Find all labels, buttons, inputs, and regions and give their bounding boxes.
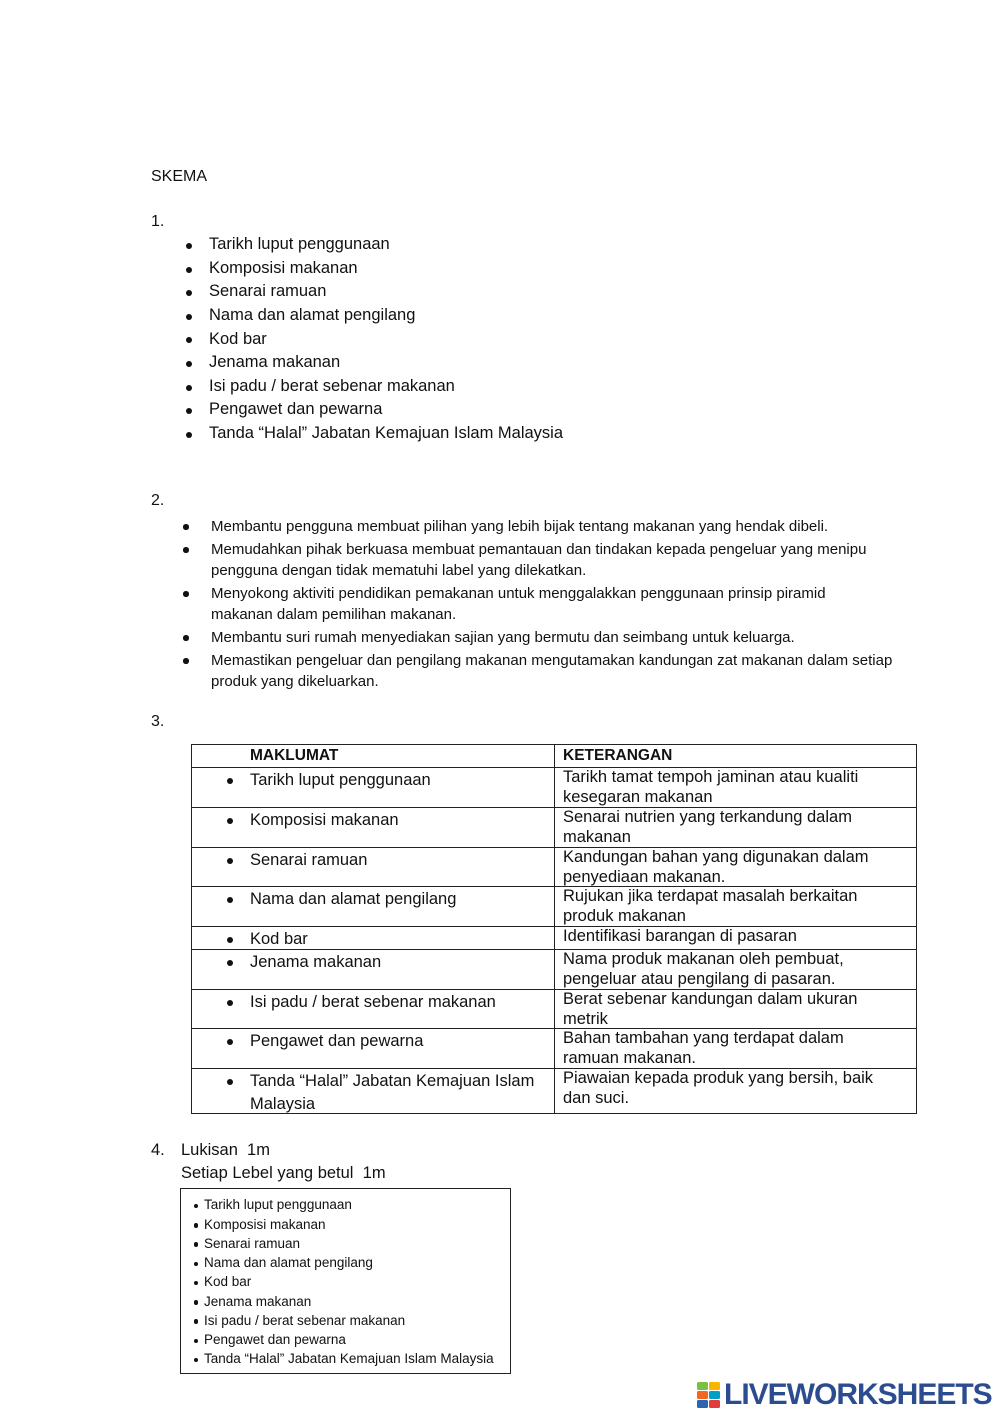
bullet-icon [227,1039,233,1045]
table-row [192,926,916,949]
text-line: Memastikan pengeluar dan pengilang makanan mengutamakan kandungan zat makanan dalam setiap [211,651,893,669]
list-item [194,1195,494,1214]
question-4-number: 4. [151,1141,165,1159]
text-line: Jenama makanan [250,952,382,971]
text-line: dan suci. [563,1088,630,1107]
list-item [194,1272,494,1291]
list-item [186,375,563,399]
list-item [194,1311,494,1330]
text-line: Rujukan jika terdapat masalah berkaitan [563,887,858,905]
bullet-cell [227,809,250,832]
list-item [186,422,563,446]
bullet-cell [227,1070,250,1093]
description-cell [555,848,916,886]
text-line: metrik [563,1009,608,1028]
text-line: Memudahkan pihak berkuasa membuat pemantauan dan tindakan kepada pengeluar yang menipu [211,540,867,558]
bullet-icon [186,290,192,296]
info-cell [192,950,555,989]
info-text [250,951,381,990]
text-line: kesegaran makanan [563,787,713,806]
list-item [194,1349,494,1368]
bullet-icon [227,937,233,943]
text-line: Senarai ramuan [250,850,368,869]
question-2-number: 2. [151,492,165,509]
question-1-list [186,233,563,445]
text-line: Bahan tambahan yang terdapat dalam [563,1029,844,1047]
bullet-icon [194,1281,199,1286]
bullet-cell [183,583,211,604]
table-header-keterangan: KETERANGAN [563,747,673,764]
bullet-icon [183,635,189,641]
info-text [250,809,399,848]
description-cell [555,887,916,926]
info-cell [192,1069,555,1113]
question-2-list [183,516,892,694]
list-item-text [211,650,892,692]
table-row [192,1068,916,1113]
liveworksheets-logo-icon [697,1382,721,1408]
bullet-icon [186,361,192,367]
bullet-icon [227,858,233,864]
bullet-icon [186,432,192,438]
text-line: Isi padu / berat sebenar makanan [250,992,496,1011]
table-row [192,847,916,886]
bullet-icon [194,1242,199,1247]
info-cell [192,990,555,1028]
text-line: Menyokong aktiviti pendidikan pemakanan untuk menggalakkan penggunaan prinsip piramid [211,584,826,602]
bullet-icon [194,1223,199,1228]
info-text [250,928,308,950]
list-item-text: Komposisi makanan [209,258,358,277]
list-item-text: Pengawet dan pewarna [209,400,383,419]
text-line: Pengawet dan pewarna [250,1031,424,1050]
table-row [192,886,916,926]
list-item [183,627,892,648]
text-line: penyediaan makanan. [563,867,726,886]
text-line: Tanda “Halal” Jabatan Kemajuan Islam [250,1071,535,1090]
text-line: Malaysia [250,1094,316,1113]
text-line: makanan [563,827,631,846]
info-text [250,888,456,927]
bullet-cell [227,849,250,872]
info-text [250,769,431,808]
list-item-text: Tarikh luput penggunaan [209,235,390,254]
bullet-icon [227,778,233,784]
text-line: Tarikh tamat tempoh jaminan atau kualiti [563,768,859,786]
bullet-icon [194,1319,199,1324]
text-line: Komposisi makanan [250,810,399,829]
list-item-text [211,516,828,537]
list-item-text: Isi padu / berat sebenar makanan [209,376,455,395]
info-text [250,1070,534,1114]
list-item-text: Tanda “Halal” Jabatan Kemajuan Islam Malaysia [209,423,564,442]
bullet-icon [227,1079,233,1085]
text-line: Kandungan bahan yang digunakan dalam [563,848,869,866]
text-line: Piawaian kepada produk yang bersih, baik [563,1069,874,1087]
info-cell [192,887,555,926]
list-item [194,1330,494,1349]
liveworksheets-logo [697,1380,993,1410]
bullet-icon [186,385,192,391]
text-line: ramuan makanan. [563,1048,696,1067]
list-item [186,233,563,257]
text-line: Nama produk makanan oleh pembuat, [563,950,844,968]
list-item-text: Jenama makanan [209,353,341,372]
text-line: Membantu pengguna membuat pilihan yang lebih bijak tentang makanan yang hendak dibeli. [211,517,829,535]
bullet-cell [227,888,250,911]
label-info-table [191,744,917,1114]
list-item-text: Kod bar [204,1274,252,1290]
info-cell [192,848,555,886]
list-item [194,1253,494,1272]
bullet-cell [227,1030,250,1053]
list-item [194,1234,494,1253]
list-item-text [211,583,826,625]
bullet-icon [194,1358,199,1363]
table-row [192,767,916,807]
list-item-text: Senarai ramuan [204,1235,301,1251]
page-heading: SKEMA [151,168,208,185]
description-cell [555,1069,916,1113]
list-item [194,1215,494,1234]
table-row [192,1028,916,1068]
description-cell [555,950,916,989]
list-item [183,539,892,581]
bullet-icon [183,524,189,530]
bullet-icon [227,960,233,966]
text-line: produk makanan [563,906,686,925]
info-cell [192,1029,555,1068]
bullet-icon [227,818,233,824]
table-header-row [192,745,916,767]
text-line: Tarikh luput penggunaan [250,770,431,789]
list-item [186,328,563,352]
question-4-label-mark: Setiap Lebel yang betul 1m [181,1164,386,1182]
info-cell [192,768,555,807]
text-line: makanan dalam pemilihan makanan. [211,605,457,623]
text-line: Berat sebenar kandungan dalam ukuran [563,990,858,1008]
description-cell [555,768,916,807]
bullet-cell [183,627,211,648]
text-line: Identifikasi barangan di pasaran [563,927,797,945]
list-item-text: Jenama makanan [204,1293,312,1309]
bullet-icon [186,408,192,414]
list-item-text: Nama dan alamat pengilang [209,305,416,324]
question-1-number: 1. [151,213,165,230]
bullet-cell [227,928,250,951]
list-item-text: Senarai ramuan [209,282,327,301]
bullet-icon [194,1262,199,1267]
list-item [183,583,892,625]
table-row [192,949,916,989]
bullet-icon [183,658,189,664]
text-line: Membantu suri rumah menyediakan sajian yang bermutu dan seimbang untuk keluarga. [211,628,795,646]
bullet-cell [227,951,250,974]
list-item [194,1292,494,1311]
bullet-cell [227,769,250,792]
bullet-icon [227,897,233,903]
bullet-icon [194,1204,199,1209]
description-cell [555,1029,916,1068]
list-item-text: Nama dan alamat pengilang [204,1255,373,1271]
table-header-maklumat: MAKLUMAT [192,745,555,767]
text-line: Senarai nutrien yang terkandung dalam [563,808,852,826]
list-item [186,351,563,375]
list-item-text: Kod bar [209,329,267,348]
bullet-icon [186,337,192,343]
list-item [186,304,563,328]
list-item-text: Komposisi makanan [204,1216,326,1232]
label-drawing-list [194,1195,494,1368]
text-line: pengeluar atau pengilang di pasaran. [563,969,836,988]
question-4-drawing-mark: Lukisan 1m [181,1141,270,1159]
list-item-text [211,539,866,581]
bullet-icon [183,591,189,597]
bullet-icon [194,1339,199,1344]
list-item-text: Tarikh luput penggunaan [204,1197,352,1213]
bullet-cell [183,650,211,671]
label-drawing-box [180,1188,511,1374]
info-text [250,1030,423,1069]
bullet-icon [186,267,192,273]
list-item-text [211,627,795,648]
list-item-text: Pengawet dan pewarna [204,1332,346,1348]
info-cell [192,808,555,847]
text-line: Kod bar [250,929,308,948]
info-text [250,849,367,887]
list-item [183,650,892,692]
bullet-cell [227,991,250,1014]
bullet-cell [183,539,211,560]
question-3-number: 3. [151,713,165,730]
bullet-icon [186,314,192,320]
bullet-icon [227,1000,233,1006]
description-cell [555,990,916,1028]
text-line: produk yang dikeluarkan. [211,672,379,690]
table-row [192,989,916,1028]
list-item-text: Tanda “Halal” Jabatan Kemajuan Islam Malaysia [204,1351,494,1367]
list-item [186,280,563,304]
list-item [186,257,563,281]
text-line: pengguna dengan tidak mematuhi label yang dilekatkan. [211,561,587,579]
bullet-icon [183,547,189,553]
bullet-icon [186,243,192,249]
liveworksheets-logo-text: LIVEWORKSHEETS [724,1378,992,1411]
description-cell [555,808,916,847]
bullet-cell [183,516,211,537]
info-cell [192,927,555,949]
list-item-text: Isi padu / berat sebenar makanan [204,1312,406,1328]
description-cell [555,927,916,949]
list-item [183,516,892,537]
table-row [192,807,916,847]
info-text [250,991,496,1029]
bullet-icon [194,1300,199,1305]
text-line: Nama dan alamat pengilang [250,889,457,908]
list-item [186,398,563,422]
